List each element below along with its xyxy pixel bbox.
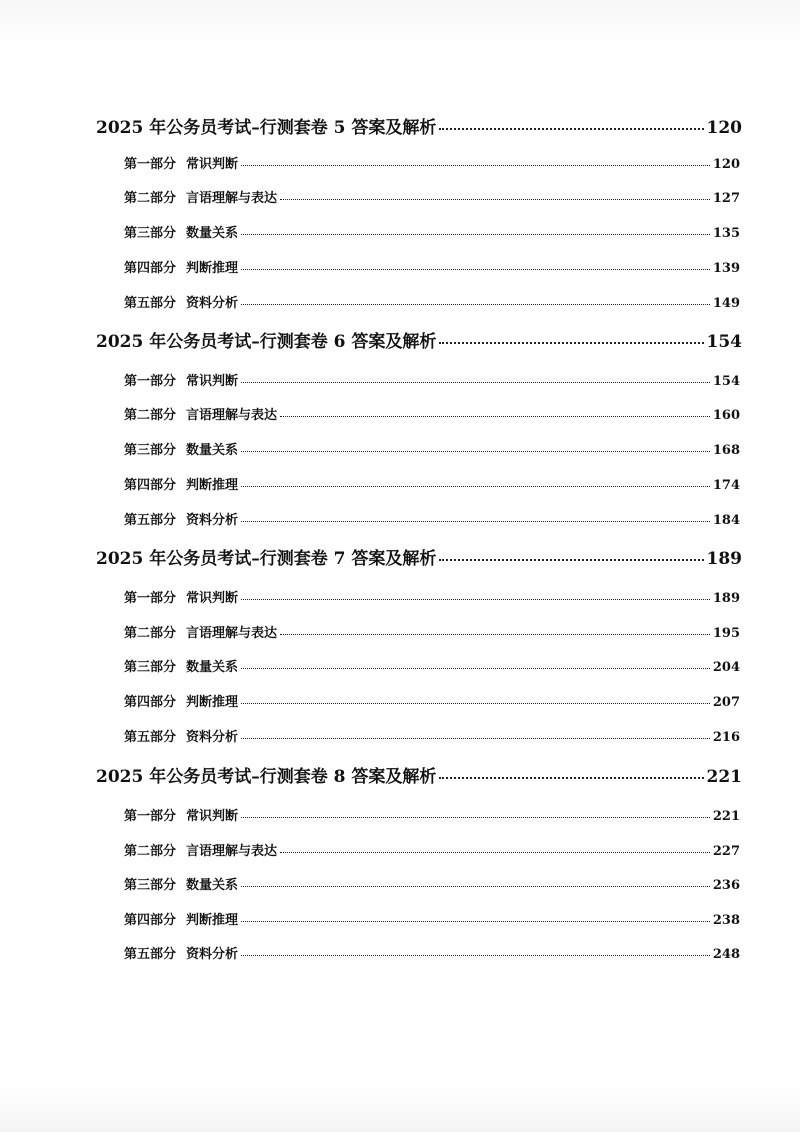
dot-leader: [280, 416, 710, 417]
part-name: 判断推理: [186, 478, 239, 493]
page-number: 227: [712, 844, 740, 859]
dot-leader: [241, 382, 710, 383]
dot-leader: [280, 852, 710, 853]
part-number: 第三部分: [124, 660, 177, 675]
page-number: 120: [712, 157, 740, 172]
part-number: 第五部分: [124, 296, 177, 311]
page-number: 160: [712, 408, 740, 423]
part-number: 第四部分: [124, 695, 177, 710]
dot-leader: [241, 599, 710, 600]
part-number: 第三部分: [124, 226, 177, 241]
page-number: 120: [706, 118, 742, 138]
part-name: 判断推理: [186, 261, 239, 276]
dot-leader: [280, 634, 710, 635]
page-number: 204: [712, 660, 740, 675]
part-name: 资料分析: [186, 730, 239, 745]
dot-leader: [241, 165, 710, 166]
toc-entry[interactable]: [124, 404, 740, 423]
toc-entry[interactable]: [124, 292, 740, 311]
part-name: 常识判断: [186, 374, 239, 389]
part-number: 第一部分: [124, 374, 177, 389]
page-number: 154: [706, 332, 742, 352]
part-name: 数量关系: [186, 878, 239, 893]
part-number: 第二部分: [124, 191, 177, 206]
part-name: 判断推理: [186, 695, 239, 710]
page-number: 236: [712, 878, 740, 893]
dot-leader: [439, 342, 703, 344]
dot-leader: [439, 559, 703, 561]
dot-leader: [241, 738, 710, 739]
toc-entry[interactable]: [124, 874, 740, 893]
page-number: 149: [712, 296, 740, 311]
toc-entry[interactable]: [124, 622, 740, 641]
page-number: 139: [712, 261, 740, 276]
dot-leader: [241, 486, 710, 487]
dot-leader: [439, 777, 703, 779]
part-number: 第二部分: [124, 844, 177, 859]
dot-leader: [439, 128, 703, 130]
dot-leader: [241, 521, 710, 522]
dot-leader: [241, 921, 710, 922]
page-number: 221: [706, 767, 742, 787]
dot-leader: [241, 451, 710, 452]
toc-entry[interactable]: [124, 840, 740, 859]
toc-entry[interactable]: [124, 943, 740, 962]
part-name: 资料分析: [186, 296, 239, 311]
section-title: 2025 年公务员考试–行测套卷 6 答案及解析: [96, 332, 437, 352]
dot-leader: [241, 234, 710, 235]
section-title: 2025 年公务员考试–行测套卷 5 答案及解析: [96, 118, 437, 138]
toc-entry[interactable]: [124, 370, 740, 389]
part-name: 资料分析: [186, 513, 239, 528]
dot-leader: [241, 304, 710, 305]
page-number: 174: [712, 478, 740, 493]
toc-entry[interactable]: [124, 909, 740, 928]
part-number: 第二部分: [124, 626, 177, 641]
dot-leader: [241, 955, 710, 956]
page-number: 189: [706, 549, 742, 569]
toc-entry[interactable]: [124, 587, 740, 606]
toc-entry[interactable]: [124, 222, 740, 241]
toc-section-title[interactable]: [96, 327, 742, 352]
page-number: 221: [712, 809, 740, 824]
toc-section-title[interactable]: [96, 113, 742, 138]
dot-leader: [241, 269, 710, 270]
dot-leader: [241, 886, 710, 887]
toc-entry[interactable]: [124, 691, 740, 710]
part-name: 常识判断: [186, 157, 239, 172]
page-number: 135: [712, 226, 740, 241]
part-number: 第四部分: [124, 913, 177, 928]
page-number: 189: [712, 591, 740, 606]
part-name: 判断推理: [186, 913, 239, 928]
part-number: 第二部分: [124, 408, 177, 423]
part-number: 第五部分: [124, 730, 177, 745]
part-name: 数量关系: [186, 443, 239, 458]
page-number: 127: [712, 191, 740, 206]
toc-entry[interactable]: [124, 187, 740, 206]
page-number: 184: [712, 513, 740, 528]
dot-leader: [241, 668, 710, 669]
part-name: 言语理解与表达: [186, 191, 278, 206]
part-name: 言语理解与表达: [186, 408, 278, 423]
part-name: 数量关系: [186, 660, 239, 675]
section-title: 2025 年公务员考试–行测套卷 7 答案及解析: [96, 549, 437, 569]
page-number: 207: [712, 695, 740, 710]
part-number: 第四部分: [124, 261, 177, 276]
page-number: 216: [712, 730, 740, 745]
part-name: 常识判断: [186, 809, 239, 824]
page-number: 168: [712, 443, 740, 458]
toc-section-title[interactable]: [96, 544, 742, 569]
toc-entry[interactable]: [124, 726, 740, 745]
part-number: 第四部分: [124, 478, 177, 493]
toc-entry[interactable]: [124, 805, 740, 824]
part-name: 资料分析: [186, 947, 239, 962]
dot-leader: [280, 199, 710, 200]
part-number: 第三部分: [124, 443, 177, 458]
page-number: 238: [712, 913, 740, 928]
toc-entry[interactable]: [124, 509, 740, 528]
toc-entry[interactable]: [124, 153, 740, 172]
part-name: 言语理解与表达: [186, 844, 278, 859]
toc-section-title[interactable]: [96, 762, 742, 787]
page-number: 248: [712, 947, 740, 962]
toc-entry[interactable]: [124, 439, 740, 458]
section-title: 2025 年公务员考试–行测套卷 8 答案及解析: [96, 767, 437, 787]
part-name: 言语理解与表达: [186, 626, 278, 641]
part-name: 数量关系: [186, 226, 239, 241]
part-number: 第五部分: [124, 947, 177, 962]
dot-leader: [241, 817, 710, 818]
toc-entry[interactable]: [124, 656, 740, 675]
part-number: 第五部分: [124, 513, 177, 528]
part-number: 第一部分: [124, 591, 177, 606]
part-number: 第一部分: [124, 809, 177, 824]
part-number: 第一部分: [124, 157, 177, 172]
toc-entry[interactable]: [124, 474, 740, 493]
toc-entry[interactable]: [124, 257, 740, 276]
part-name: 常识判断: [186, 591, 239, 606]
part-number: 第三部分: [124, 878, 177, 893]
page-number: 195: [712, 626, 740, 641]
dot-leader: [241, 703, 710, 704]
page-number: 154: [712, 374, 740, 389]
